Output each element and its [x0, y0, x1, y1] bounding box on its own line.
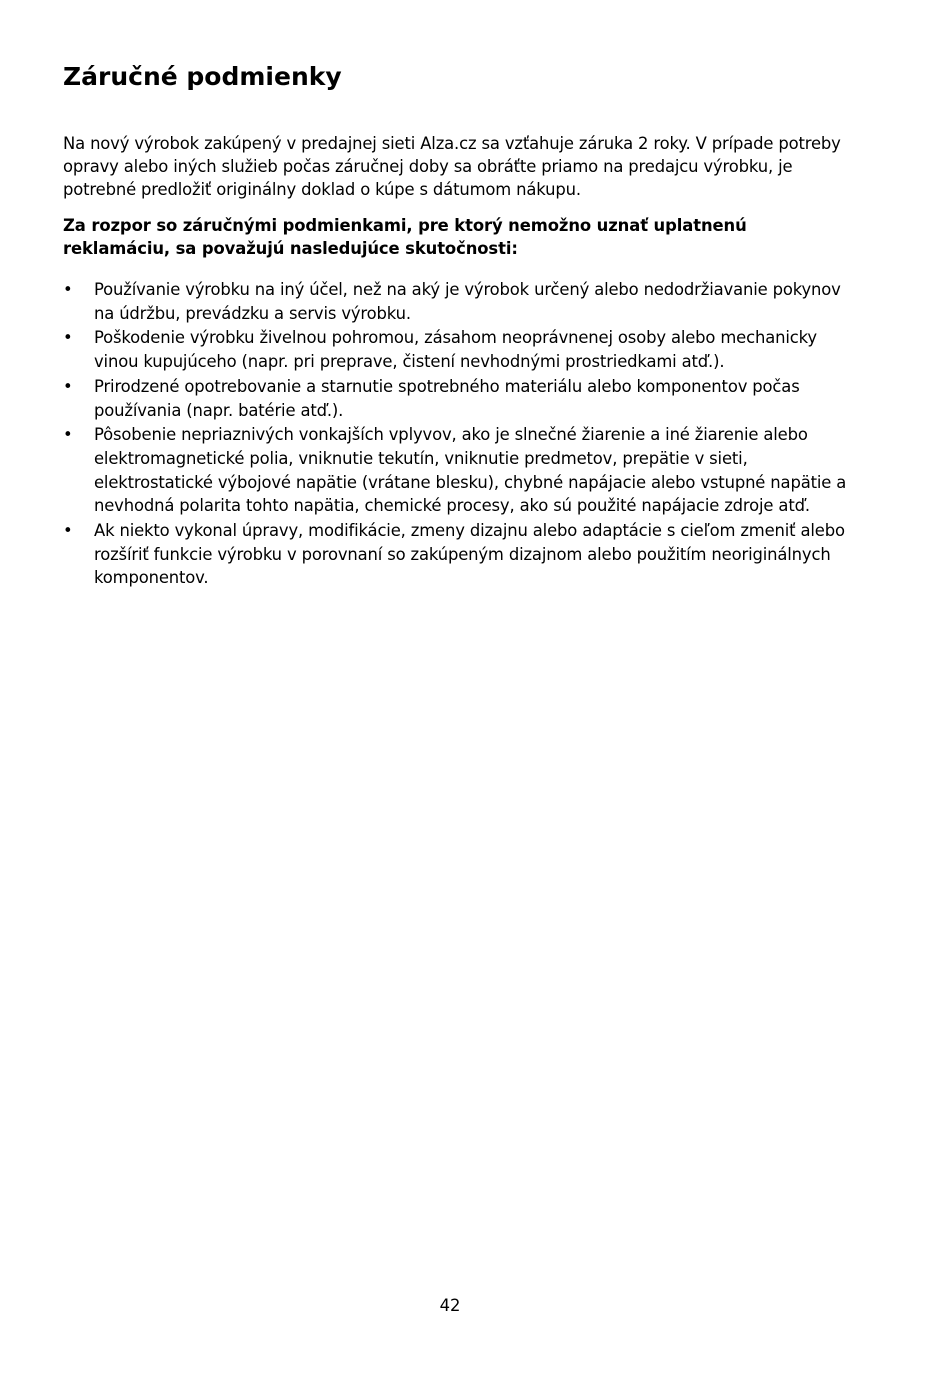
bullet-icon: •: [63, 521, 73, 541]
exclusions-heading: Za rozpor so záručnými podmienkami, pre ktorý nemožno uznať uplatnenú reklamáciu, sa považujú nasledujúce skutočnosti:: [63, 216, 747, 258]
list-item: [63, 278, 853, 325]
bullet-icon: •: [63, 425, 73, 445]
list-item-text: Ak niekto vykonal úpravy, modifikácie, zmeny dizajnu alebo adaptácie s cieľom zmeniť alebo rozšíriť funkcie výrobku v porovnaní so zakúpeným dizajnom alebo použitím neoriginálnych komponentov.: [94, 521, 845, 588]
list-item: [63, 326, 853, 373]
list-item-text: Prirodzené opotrebovanie a starnutie spotrebného materiálu alebo komponentov počas používania (napr. batérie atď.).: [94, 376, 800, 420]
list-item-text: Používanie výrobku na iný účel, než na aký je výrobok určený alebo nedodržiavanie pokynov na údržbu, prevádzku a servis výrobku.: [94, 280, 841, 323]
document-page: [63, 58, 853, 591]
bullet-icon: •: [63, 280, 73, 299]
intro-paragraph: Na nový výrobok zakúpený v predajnej sieti Alza.cz sa vzťahuje záruka 2 roky. V prípade potreby opravy alebo iných služieb počas záručnej doby sa obráťte priamo na predajcu výrobku, je potrebné predložiť originálny doklad o kúpe s dátumom nákupu.: [63, 134, 841, 199]
exclusions-list: [63, 278, 853, 590]
list-item-text: Pôsobenie nepriaznivých vonkajších vplyvov, ako je slnečné žiarenie a iné žiarenie alebo elektromagnetické polia, vniknutie tekutín, vniknutie predmetov, prepätie v sieti, elektrostatické výbojové napätie (vrátane blesku), chybné napájacie alebo vstupné napätie a nevhodná polarita tohto napätia, chemické procesy, ako sú použité napájacie zdroje atď.: [94, 425, 847, 516]
list-item-text: Poškodenie výrobku živelnou pohromou, zásahom neoprávnenej osoby alebo mechanicky vinou kupujúceho (napr. pri preprave, čistení nevhodnými prostriedkami atď.).: [94, 328, 817, 372]
bullet-icon: •: [63, 328, 73, 348]
page-number: 42: [439, 1296, 461, 1315]
list-item: [63, 423, 853, 518]
list-item: [63, 519, 853, 590]
bullet-icon: •: [63, 376, 73, 396]
list-item: [63, 375, 853, 422]
page-title: Záručné podmienky: [63, 62, 342, 91]
